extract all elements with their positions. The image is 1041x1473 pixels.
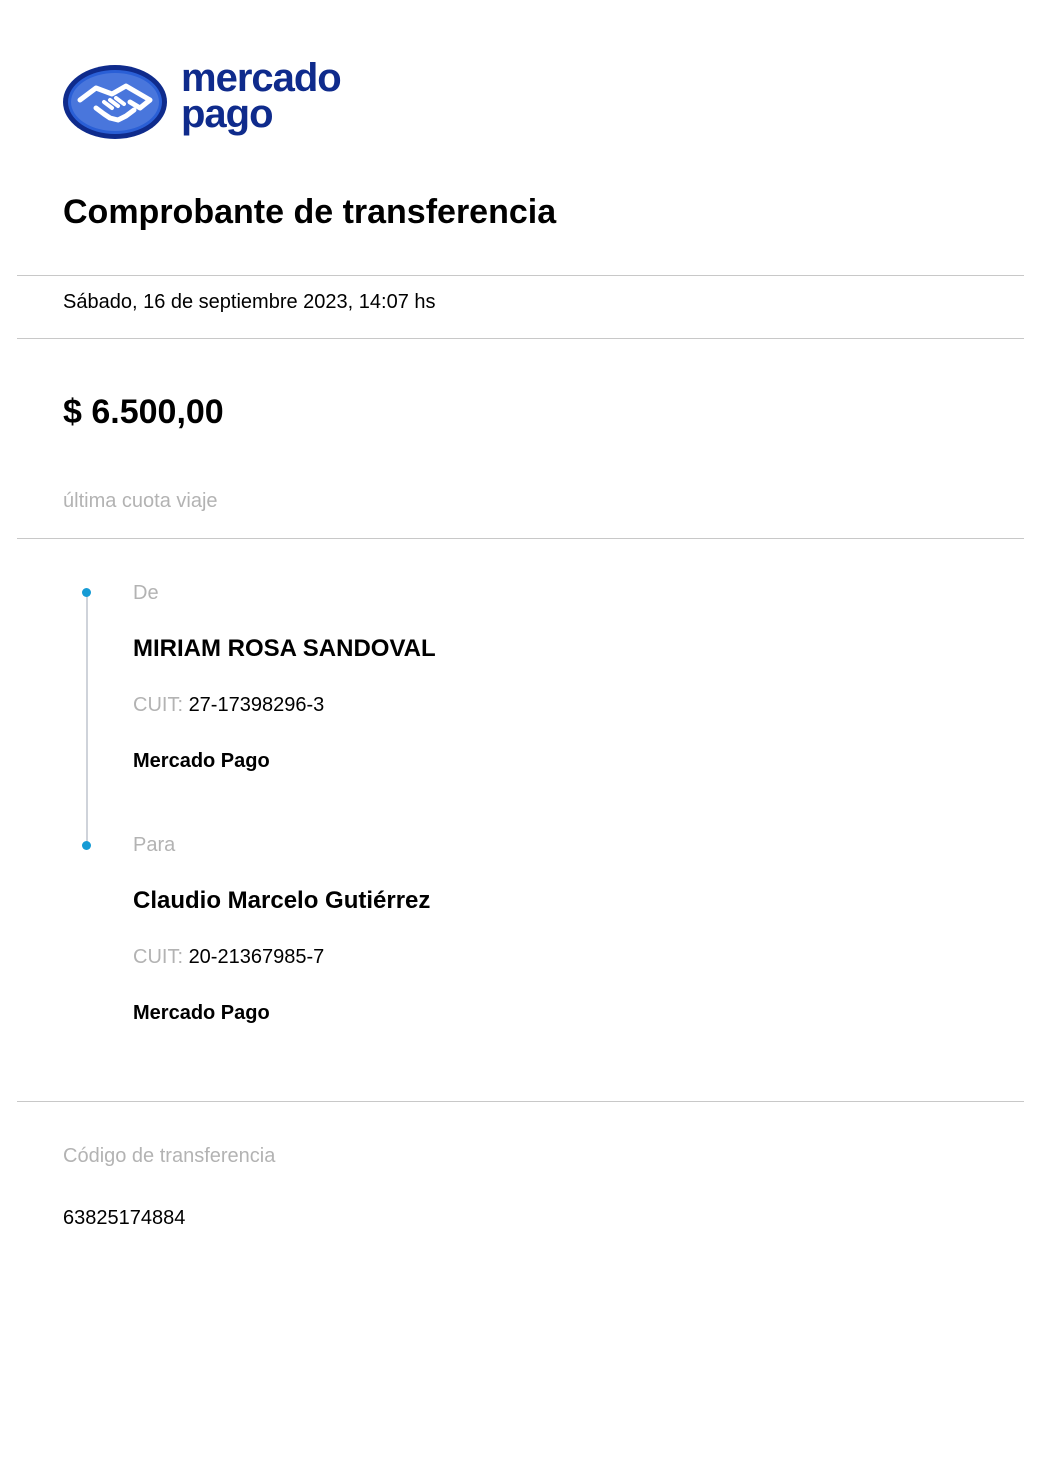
sender-bank: Mercado Pago <box>133 750 270 772</box>
divider <box>17 1101 1024 1102</box>
transfer-code-label: Código de transferencia <box>63 1145 276 1167</box>
from-label: De <box>133 582 159 604</box>
timeline-dot-to <box>82 841 91 850</box>
cuit-label: CUIT: <box>133 694 183 716</box>
transfer-code-value: 63825174884 <box>63 1207 186 1229</box>
recipient-cuit <box>133 946 324 969</box>
sender-name: MIRIAM ROSA SANDOVAL <box>133 635 436 662</box>
divider <box>17 275 1024 276</box>
transfer-amount: $ 6.500,00 <box>63 393 224 431</box>
brand-line-2: pago <box>181 92 273 136</box>
timeline-dot-from <box>82 588 91 597</box>
to-label: Para <box>133 834 176 856</box>
transfer-note: última cuota viaje <box>63 490 218 512</box>
recipient-name: Claudio Marcelo Gutiérrez <box>133 887 431 914</box>
page-title: Comprobante de transferencia <box>63 193 557 231</box>
cuit-value: 27-17398296-3 <box>188 694 325 716</box>
sender-cuit <box>133 694 324 717</box>
divider <box>17 538 1024 539</box>
timeline-line <box>86 593 88 847</box>
handshake-icon <box>60 62 170 142</box>
cuit-value: 20-21367985-7 <box>188 946 325 968</box>
brand-wordmark <box>181 56 341 136</box>
cuit-label: CUIT: <box>133 946 183 968</box>
recipient-bank: Mercado Pago <box>133 1002 270 1024</box>
brand-line-1: mercado <box>181 56 341 100</box>
transfer-date: Sábado, 16 de septiembre 2023, 14:07 hs <box>63 291 436 313</box>
divider <box>17 338 1024 339</box>
